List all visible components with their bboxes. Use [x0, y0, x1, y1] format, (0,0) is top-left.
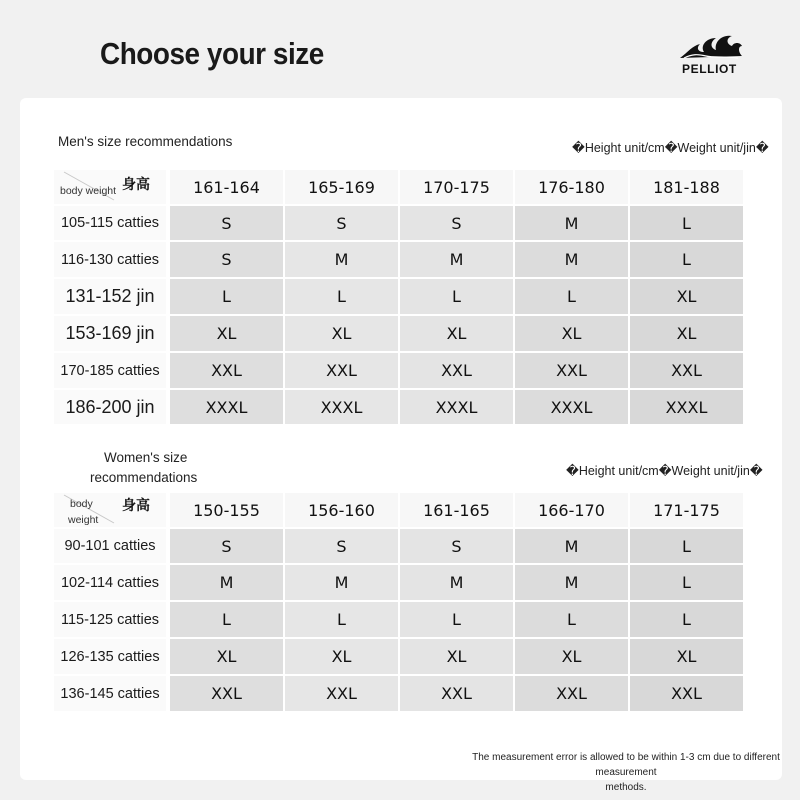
size-cell: L: [170, 279, 283, 314]
size-cell: M: [400, 565, 513, 600]
size-cell: XXXL: [170, 390, 283, 424]
size-cell: XXL: [630, 353, 743, 388]
weight-row-label: 90-101 catties: [54, 529, 166, 563]
size-cell: M: [170, 565, 283, 600]
women-corner-weight-label-line2: weight: [68, 514, 99, 526]
women-section-title-line2: recommendations: [90, 470, 198, 485]
weight-row-label: 105-115 catties: [54, 206, 166, 240]
size-cell: L: [170, 602, 283, 637]
women-section-title-line1: Women's size: [104, 450, 188, 465]
size-cell: M: [400, 242, 513, 277]
height-header-cell: 171-175: [630, 493, 743, 527]
women-unit-note: �Height unit/cm�Weight unit/jin�: [566, 464, 763, 478]
size-cell: XXXL: [630, 390, 743, 424]
height-header-cell: 166-170: [515, 493, 628, 527]
size-cell: L: [515, 602, 628, 637]
size-cell: L: [630, 529, 743, 563]
size-cell: S: [285, 529, 398, 563]
size-cell: XL: [630, 316, 743, 351]
size-cell: XXL: [400, 676, 513, 711]
size-cell: XL: [170, 639, 283, 674]
weight-row-label: 186-200 jin: [54, 390, 166, 424]
size-cell: XL: [285, 639, 398, 674]
men-unit-note: �Height unit/cm�Weight unit/jin�: [572, 141, 769, 155]
size-cell: L: [285, 602, 398, 637]
size-cell: M: [285, 565, 398, 600]
weight-row-label: 136-145 catties: [54, 676, 166, 711]
weight-row-label: 102-114 catties: [54, 565, 166, 600]
size-cell: XL: [400, 639, 513, 674]
weight-row-label: 131-152 jin: [54, 279, 166, 314]
height-header-cell: 150-155: [170, 493, 283, 527]
weight-row-label: 126-135 catties: [54, 639, 166, 674]
women-corner-cell: [54, 493, 166, 527]
size-cell: S: [170, 206, 283, 240]
size-cell: XXXL: [515, 390, 628, 424]
size-cell: M: [515, 206, 628, 240]
height-header-cell: 156-160: [285, 493, 398, 527]
men-corner-cell: [54, 170, 166, 204]
size-cell: L: [630, 602, 743, 637]
size-cell: S: [400, 529, 513, 563]
size-cell: S: [285, 206, 398, 240]
size-cell: XXL: [170, 353, 283, 388]
size-cell: L: [400, 279, 513, 314]
measurement-note-line2: methods.: [605, 782, 647, 793]
page-title: Choose your size: [100, 36, 324, 71]
men-corner-height-label: 身高: [122, 177, 150, 193]
size-cell: L: [630, 242, 743, 277]
size-cell: XL: [400, 316, 513, 351]
size-cell: XXL: [170, 676, 283, 711]
size-cell: XXL: [630, 676, 743, 711]
size-cell: XXL: [515, 676, 628, 711]
wave-logo-icon: [678, 32, 744, 62]
height-header-cell: 176-180: [515, 170, 628, 204]
weight-row-label: 116-130 catties: [54, 242, 166, 277]
weight-row-label: 153-169 jin: [54, 316, 166, 351]
size-cell: XXL: [515, 353, 628, 388]
size-cell: M: [515, 242, 628, 277]
size-cell: M: [515, 565, 628, 600]
size-cell: L: [630, 565, 743, 600]
size-cell: XL: [630, 639, 743, 674]
size-cell: XXL: [285, 676, 398, 711]
size-cell: L: [515, 279, 628, 314]
size-cell: S: [400, 206, 513, 240]
men-corner-weight-label: body weight: [60, 185, 117, 197]
height-header-cell: 161-165: [400, 493, 513, 527]
size-cell: M: [285, 242, 398, 277]
size-cell: XL: [515, 316, 628, 351]
height-header-cell: 181-188: [630, 170, 743, 204]
women-corner-height-label: 身高: [122, 498, 150, 514]
brand-name: PELLIOT: [682, 62, 737, 76]
brand-logo: [674, 32, 746, 78]
size-cell: XL: [285, 316, 398, 351]
size-cell: XXL: [400, 353, 513, 388]
size-cell: XL: [515, 639, 628, 674]
size-cell: S: [170, 242, 283, 277]
height-header-cell: 161-164: [170, 170, 283, 204]
weight-row-label: 115-125 catties: [54, 602, 166, 637]
size-cell: L: [285, 279, 398, 314]
women-corner-weight-label-line1: body: [70, 498, 93, 510]
size-cell: L: [630, 206, 743, 240]
height-header-cell: 165-169: [285, 170, 398, 204]
size-cell: XXXL: [285, 390, 398, 424]
size-cell: XXL: [285, 353, 398, 388]
measurement-note-line1: The measurement error is allowed to be within 1-3 cm due to different measurement: [472, 752, 780, 778]
size-cell: L: [400, 602, 513, 637]
weight-row-label: 170-185 catties: [54, 353, 166, 388]
size-cell: S: [170, 529, 283, 563]
size-cell: XXXL: [400, 390, 513, 424]
measurement-note: [452, 750, 800, 795]
height-header-cell: 170-175: [400, 170, 513, 204]
size-cell: XL: [170, 316, 283, 351]
size-cell: M: [515, 529, 628, 563]
size-cell: XL: [630, 279, 743, 314]
men-section-title: Men's size recommendations: [58, 134, 233, 149]
